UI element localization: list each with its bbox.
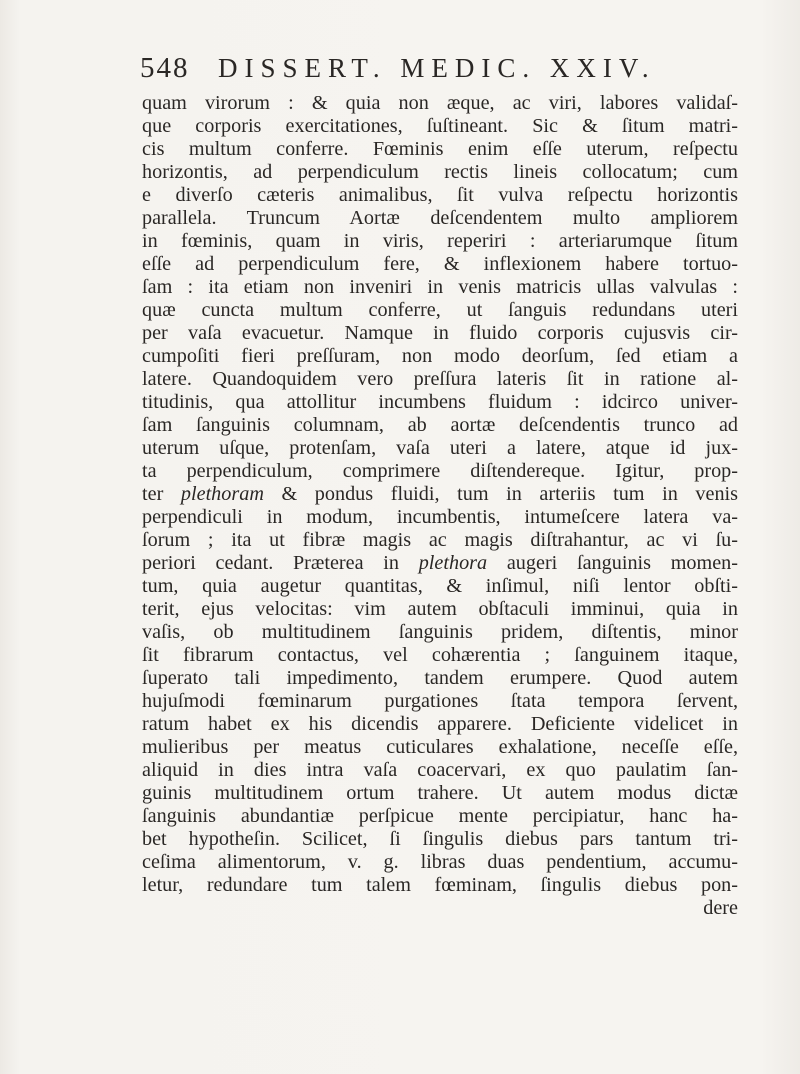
text-line: ceſima alimentorum, v. g. libras duas pendentium, accumu- [142,851,738,873]
text-line: cumpoſiti fieri preſſuram, non modo deorſum, ſed etiam a [142,345,738,367]
text-line: guinis multitudinem ortum trahere. Ut autem modus dictæ [142,782,738,804]
text-line: que corporis exercitationes, ſuſtineant. Sic & ſitum matri- [142,115,738,137]
text-line: ſuperato tali impedimento, tandem erumpere. Quod autem [142,667,738,689]
text-segment: ter [142,483,181,505]
italic-term: plethora [418,552,488,574]
text-line: uterum uſque, protenſam, vaſa uteri a latere, atque id jux- [142,437,738,459]
text-line: ſanguinis abundantiæ perſpicue mente percipiatur, hanc ha- [142,805,738,827]
text-segment: & pondus fluidi, tum in arteriis tum in venis [263,483,739,505]
text-line: parallela. Truncum Aortæ deſcendentem multo ampliorem [142,207,738,229]
italic-term: plethoram [180,483,264,505]
text-line [142,483,738,506]
text-line: titudinis, qua attollitur incumbens fluidum : idcirco univer- [142,391,738,413]
text-line: terit, ejus velocitas: vim autem obſtaculi imminui, quia in [142,598,738,620]
text-line: mulieribus per meatus cuticulares exhalatione, neceſſe eſſe, [142,736,738,758]
text-line: bet hypotheſin. Scilicet, ſi ſingulis diebus pars tantum tri- [142,828,738,850]
text-line: ratum habet ex his dicendis apparere. Deficiente videlicet in [142,713,738,735]
running-head: DISSERT. MEDIC. XXIV. [218,53,656,83]
text-line: tum, quia augetur quantitas, & inſimul, niſi lentor obſti- [142,575,738,597]
catchword: dere [703,897,738,919]
text-line: quam virorum : & quia non æque, ac viri, labores validaſ- [142,92,738,114]
text-line: eſſe ad perpendiculum fere, & inflexionem habere tortuo- [142,253,738,275]
text-line: aliquid in dies intra vaſa coacervari, ex quo paulatim ſan- [142,759,738,781]
text-line: ſam ſanguinis columnam, ab aortæ deſcendentis trunco ad [142,414,738,436]
text-line: latere. Quandoquidem vero preſſura lateris ſit in ratione al- [142,368,738,390]
text-line: vaſis, ob multitudinem ſanguinis pridem, diſtentis, minor [142,621,738,643]
body-text [142,92,738,920]
text-line: e diverſo cæteris animalibus, ſit vulva reſpectu horizontis [142,184,738,206]
text-line: horizontis, ad perpendiculum rectis lineis collocatum; cum [142,161,738,183]
text-line: ſit fibrarum contactus, vel cohærentia ; ſanguinem itaque, [142,644,738,666]
text-line [142,552,738,575]
text-segment: augeri ſanguinis momen- [487,552,738,574]
text-line: cis multum conferre. Fœminis enim eſſe uterum, reſpectu [142,138,738,160]
page-header [140,48,700,88]
text-segment: periori cedant. Præterea in [142,552,419,574]
text-line: ſam : ita etiam non inveniri in venis matricis ullas valvulas : [142,276,738,298]
text-line: perpendiculi in modum, incumbentis, intumeſcere latera va- [142,506,738,528]
text-line: letur, redundare tum talem fœminam, ſingulis diebus pon- [142,874,738,896]
text-line: hujuſmodi fœminarum purgationes ſtata tempora ſervent, [142,690,738,712]
text-line: ta perpendiculum, comprimere diſtendereque. Igitur, prop- [142,460,738,482]
text-line: per vaſa evacuetur. Namque in fluido corporis cujusvis cir- [142,322,738,344]
text-line: in fœminis, quam in viris, reperiri : arteriarumque ſitum [142,230,738,252]
text-line: ſorum ; ita ut fibræ magis ac magis diſtrahantur, ac vi ſu- [142,529,738,551]
page-number: 548 [140,52,190,84]
text-line: quæ cuncta multum conferre, ut ſanguis redundans uteri [142,299,738,321]
